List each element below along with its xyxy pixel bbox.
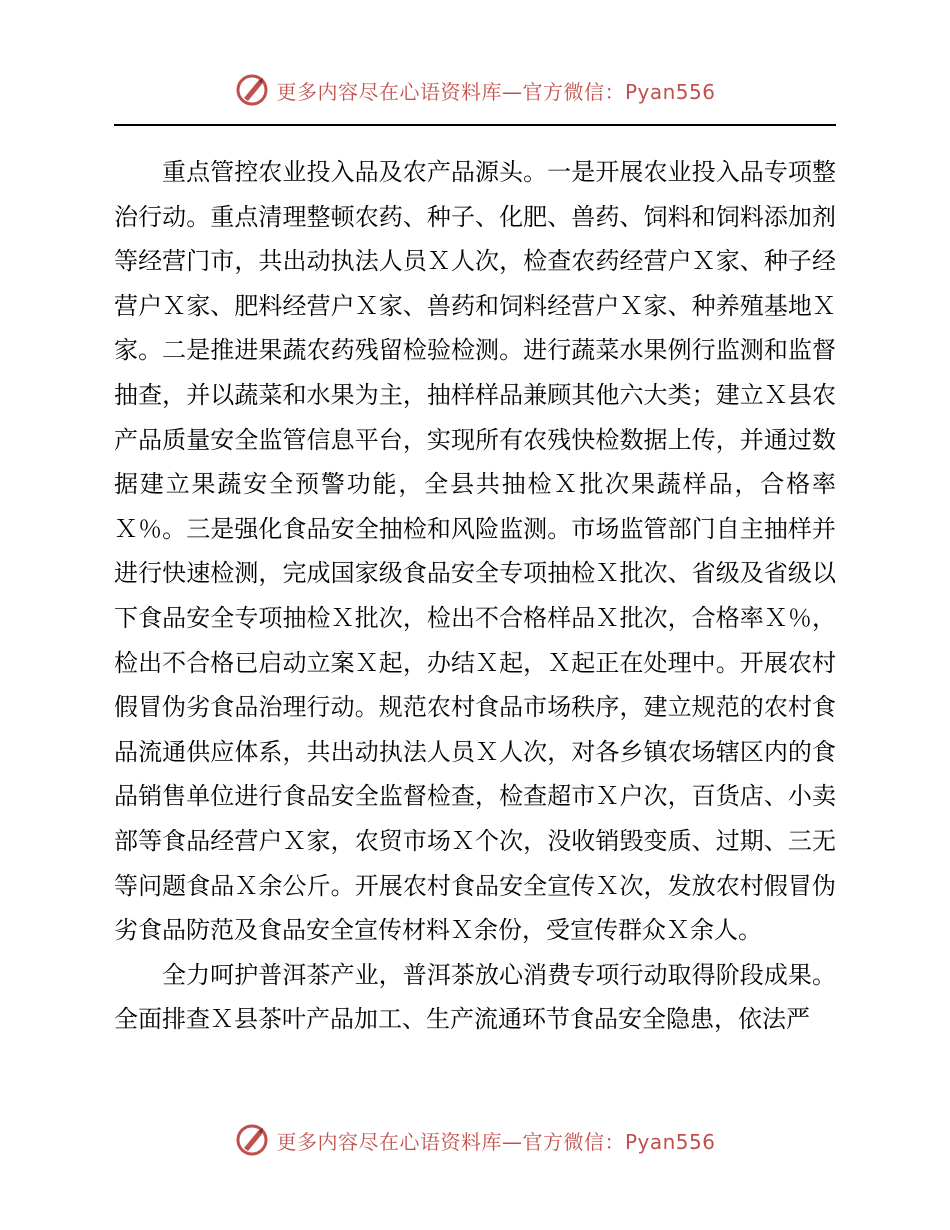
document-body xyxy=(114,150,836,1042)
paragraph-2: 全力呵护普洱茶产业，普洱茶放心消费专项行动取得阶段成果。全面排查Ｘ县茶叶产品加工、生产流通环节食品安全隐患，依法严 xyxy=(114,960,836,1034)
header-divider xyxy=(114,124,836,126)
footer-text: 更多内容尽在心语资料库—官方微信：Pyan556 xyxy=(276,1129,716,1154)
header-banner xyxy=(0,70,950,110)
pen-circle-logo-icon xyxy=(234,72,270,108)
footer-banner xyxy=(0,1120,950,1160)
header-text: 更多内容尽在心语资料库—官方微信：Pyan556 xyxy=(276,79,716,104)
pen-circle-logo-icon xyxy=(234,1122,270,1158)
paragraph-1: 重点管控农业投入品及农产品源头。一是开展农业投入品专项整治行动。重点清理整顿农药、种子、化肥、兽药、饲料和饲料添加剂等经营门市，共出动执法人员Ｘ人次，检查农药经营户Ｘ家、种子经营户Ｘ家、肥料经营户Ｘ家、兽药和饲料经营户Ｘ家、种养殖基地Ｘ家。二是推进果蔬农药残留检验检测。进行蔬菜水果例行监测和监督抽查，并以蔬菜和水果为主，抽样样品兼顾其他六大类；建立Ｘ县农产品质量安全监管信息平台，实现所有农残快检数据上传，并通过数据建立果蔬安全预警功能，全县共抽检Ｘ批次果蔬样品，合格率Ｘ％。三是强化食品安全抽检和风险监测。市场监管部门自主抽样并进行快速检测，完成国家级食品安全专项抽检Ｘ批次、省级及省级以下食品安全专项抽检Ｘ批次，检出不合格样品Ｘ批次，合格率Ｘ％，检出不合格已启动立案Ｘ起，办结Ｘ起，Ｘ起正在处理中。开展农村假冒伪劣食品治理行动。规范农村食品市场秩序，建立规范的农村食品流通供应体系，共出动执法人员Ｘ人次，对各乡镇农场辖区内的食品销售单位进行食品安全监督检查，检查超市Ｘ户次，百货店、小卖部等食品经营户Ｘ家，农贸市场Ｘ个次，没收销毁变质、过期、三无等问题食品Ｘ余公斤。开展农村食品安全宣传Ｘ次，发放农村假冒伪劣食品防范及食品安全宣传材料Ｘ余份，受宣传群众Ｘ余人。 xyxy=(114,158,836,945)
